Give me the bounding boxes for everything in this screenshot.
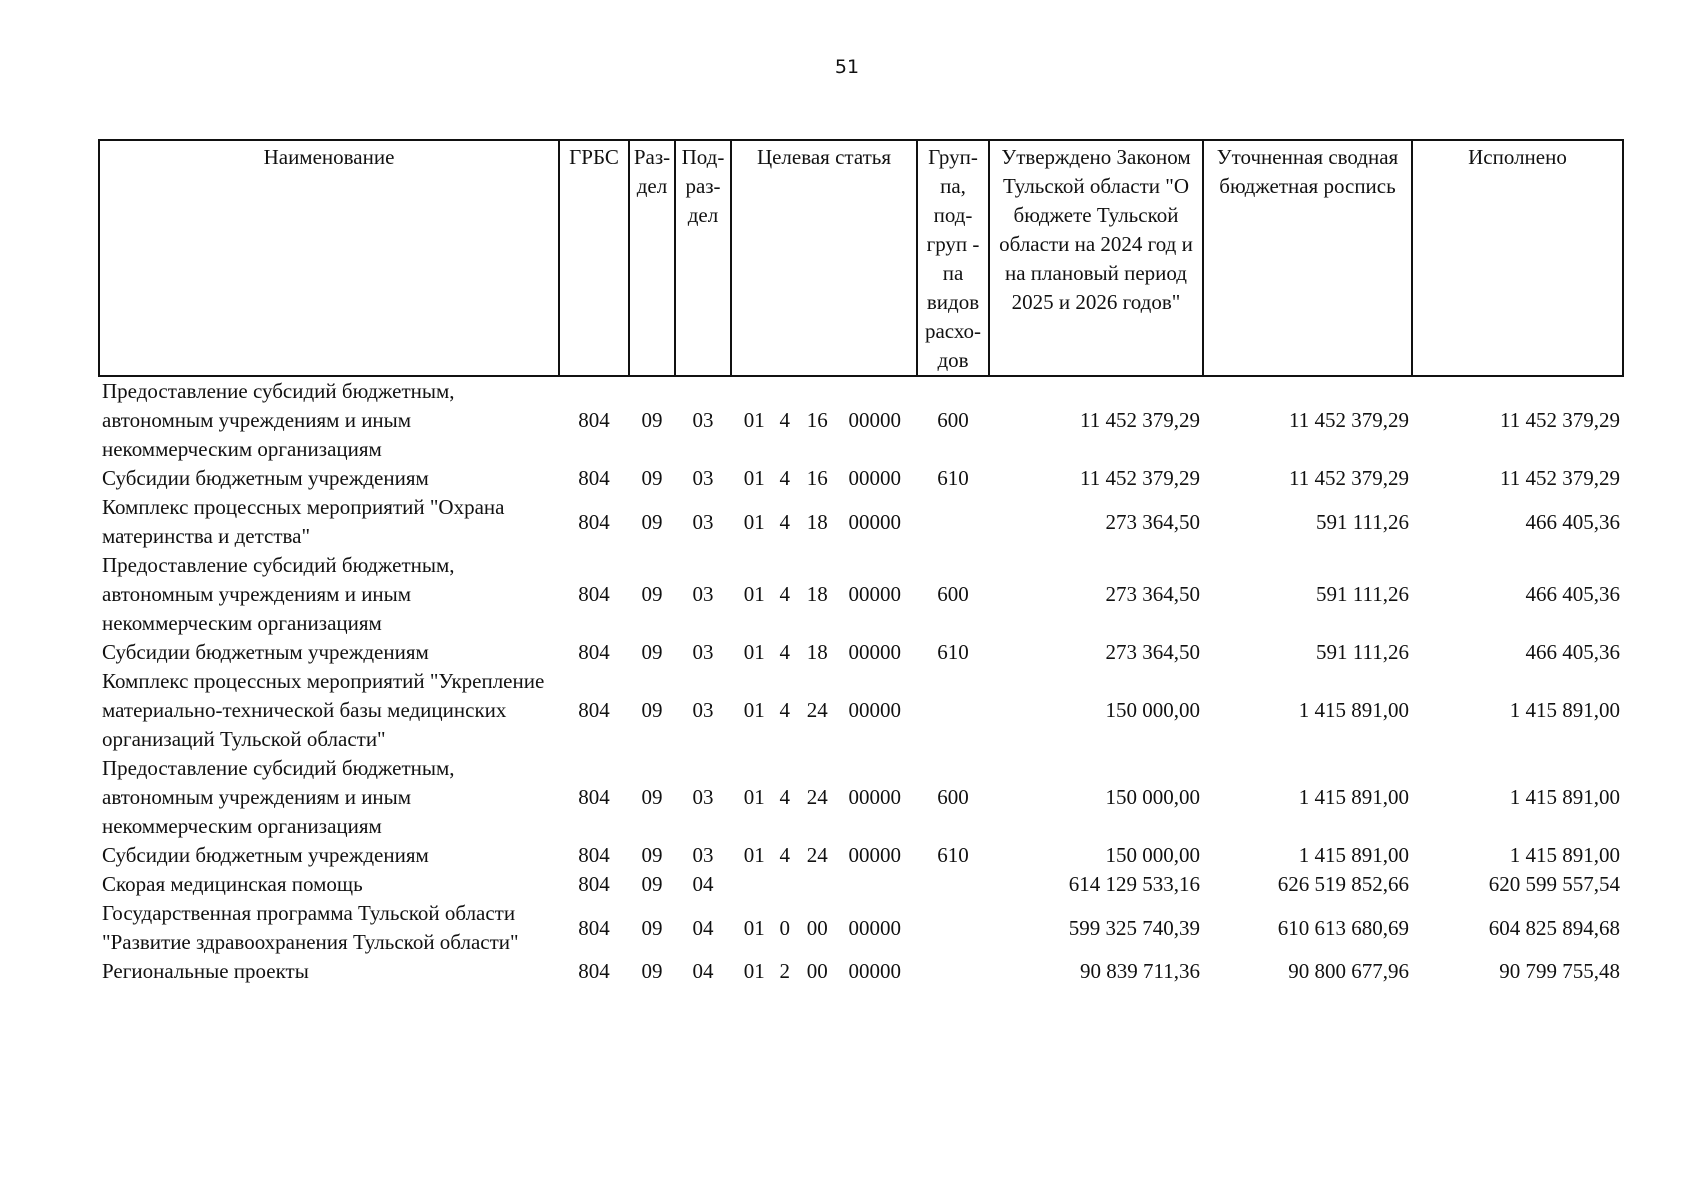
row-group [917, 957, 989, 986]
row-name: Субсидии бюджетным учреждениям [102, 466, 429, 490]
row-executed: 466 405,36 [1525, 640, 1620, 664]
row-refined: 1 415 891,00 [1298, 698, 1409, 722]
row-name: Комплекс процессных мероприятий "Охрана материнства и детства" [102, 495, 505, 548]
row-group: 610 [937, 843, 969, 867]
table-row [99, 464, 1623, 493]
row-approved: 273 364,50 [1105, 640, 1200, 664]
row-grbs: 804 [578, 640, 610, 664]
row-target-part: 00000 [848, 466, 901, 490]
row-razdel: 09 [641, 785, 663, 809]
table-row [99, 551, 1623, 638]
row-executed: 620 599 557,54 [1488, 872, 1620, 896]
row-target-part: 00000 [848, 509, 901, 534]
row-refined: 11 452 379,29 [1289, 408, 1409, 432]
row-approved: 150 000,00 [1105, 785, 1200, 809]
header-approved: Утверждено Законом Тульской области "О бюджете Тульской области на 2024 год и на плановый период 2025 и 2026 годов" [989, 140, 1203, 376]
row-target-part: 01 [743, 785, 765, 809]
row-refined: 591 111,26 [1316, 509, 1409, 534]
row-grbs: 804 [578, 509, 610, 534]
row-executed: 11 452 379,29 [1500, 408, 1620, 432]
row-grbs: 804 [578, 408, 610, 432]
row-approved: 11 452 379,29 [1080, 466, 1200, 490]
row-approved: 273 364,50 [1105, 509, 1200, 534]
table-row [99, 899, 1623, 957]
table-header-row [99, 140, 1623, 376]
row-target-part: 00000 [848, 698, 901, 722]
table-row [99, 376, 1623, 464]
header-target: Целевая статья [731, 140, 917, 376]
row-name: Предоставление субсидий бюджетным, автономным учреждениям и иным некоммерческим организациям [102, 553, 455, 635]
row-group [917, 667, 989, 754]
row-target-part: 01 [743, 640, 765, 664]
row-target [731, 493, 917, 551]
row-razdel: 09 [641, 915, 663, 940]
row-refined: 591 111,26 [1316, 640, 1409, 664]
row-target [731, 870, 917, 899]
row-target-part: 24 [806, 785, 828, 809]
row-group: 600 [937, 408, 969, 432]
row-approved: 614 129 533,16 [1068, 872, 1200, 896]
row-podrazdel: 03 [692, 698, 714, 722]
row-grbs: 804 [578, 582, 610, 606]
row-razdel: 09 [641, 959, 663, 983]
row-target [731, 638, 917, 667]
row-target-part: 00000 [848, 785, 901, 809]
row-refined: 591 111,26 [1316, 582, 1409, 606]
row-razdel: 09 [641, 843, 663, 867]
row-razdel: 09 [641, 872, 663, 896]
row-target-part: 4 [779, 785, 790, 809]
row-target-part: 00000 [848, 843, 901, 867]
row-target-part: 4 [779, 582, 790, 606]
row-grbs: 804 [578, 843, 610, 867]
page-number: 51 [834, 56, 860, 78]
row-target-part: 18 [806, 640, 828, 664]
row-target-part: 00000 [848, 959, 901, 983]
row-target-part: 01 [743, 408, 765, 432]
row-razdel: 09 [641, 698, 663, 722]
row-refined: 11 452 379,29 [1289, 466, 1409, 490]
row-target-part: 4 [779, 408, 790, 432]
table-row [99, 638, 1623, 667]
row-target-part: 00 [806, 915, 828, 940]
row-group [917, 870, 989, 899]
row-target-part: 00000 [848, 640, 901, 664]
row-target-part: 01 [743, 466, 765, 490]
row-target-part: 18 [806, 509, 828, 534]
row-group: 610 [937, 466, 969, 490]
row-target-part: 4 [779, 640, 790, 664]
row-target-part: 01 [743, 959, 765, 983]
row-approved: 11 452 379,29 [1080, 408, 1200, 432]
row-target-part: 01 [743, 698, 765, 722]
row-podrazdel: 03 [692, 509, 714, 534]
table-row [99, 957, 1623, 986]
row-target-part: 16 [806, 408, 828, 432]
row-grbs: 804 [578, 698, 610, 722]
row-executed: 1 415 891,00 [1509, 785, 1620, 809]
row-target [731, 957, 917, 986]
row-refined: 626 519 852,66 [1277, 872, 1409, 896]
row-executed: 1 415 891,00 [1509, 698, 1620, 722]
header-grbs: ГРБС [559, 140, 629, 376]
row-name: Предоставление субсидий бюджетным, автономным учреждениям и иным некоммерческим организациям [102, 379, 455, 461]
row-target-part: 01 [743, 915, 765, 940]
row-target-part: 4 [779, 509, 790, 534]
row-name: Комплекс процессных мероприятий "Укрепление материально-технической базы медицинских организаций Тульской области" [102, 669, 545, 751]
row-name: Предоставление субсидий бюджетным, автономным учреждениям и иным некоммерческим организациям [102, 756, 455, 838]
header-refined: Уточненная сводная бюджетная роспись [1203, 140, 1412, 376]
row-group: 600 [937, 785, 969, 809]
row-target-part: 00000 [848, 582, 901, 606]
row-name: Скорая медицинская помощь [102, 872, 363, 896]
row-target-part: 01 [743, 582, 765, 606]
row-razdel: 09 [641, 509, 663, 534]
row-target-part: 4 [779, 698, 790, 722]
table-row [99, 870, 1623, 899]
row-grbs: 804 [578, 785, 610, 809]
row-target [731, 464, 917, 493]
row-refined: 1 415 891,00 [1298, 785, 1409, 809]
row-razdel: 09 [641, 408, 663, 432]
row-name: Региональные проекты [102, 959, 309, 983]
row-target-part: 00 [806, 959, 828, 983]
row-podrazdel: 03 [692, 843, 714, 867]
row-razdel: 09 [641, 640, 663, 664]
row-target [731, 551, 917, 638]
row-target-part: 2 [779, 959, 790, 983]
row-refined: 610 613 680,69 [1277, 915, 1409, 940]
row-group: 600 [937, 582, 969, 606]
row-grbs: 804 [578, 466, 610, 490]
row-executed: 604 825 894,68 [1488, 915, 1620, 940]
row-approved: 599 325 740,39 [1068, 915, 1200, 940]
row-executed: 11 452 379,29 [1500, 466, 1620, 490]
row-target-part: 16 [806, 466, 828, 490]
row-target-part: 00000 [848, 915, 901, 940]
row-target-part: 18 [806, 582, 828, 606]
row-approved: 273 364,50 [1105, 582, 1200, 606]
row-target-part: 01 [743, 843, 765, 867]
table-row [99, 754, 1623, 841]
row-executed: 90 799 755,48 [1499, 959, 1620, 983]
row-target-part: 24 [806, 698, 828, 722]
row-podrazdel: 03 [692, 466, 714, 490]
row-grbs: 804 [578, 959, 610, 983]
row-target [731, 899, 917, 957]
table-body [99, 376, 1623, 986]
row-target [731, 667, 917, 754]
row-target-part: 01 [743, 509, 765, 534]
row-group [917, 899, 989, 957]
row-executed: 466 405,36 [1525, 582, 1620, 606]
header-name: Наименование [99, 140, 559, 376]
header-podrazdel: Под- раз- дел [675, 140, 731, 376]
row-name: Субсидии бюджетным учреждениям [102, 843, 429, 867]
header-group: Груп- па, под- груп - па видов расхо- дов [917, 140, 989, 376]
row-executed: 1 415 891,00 [1509, 843, 1620, 867]
row-podrazdel: 04 [692, 959, 714, 983]
row-approved: 150 000,00 [1105, 698, 1200, 722]
row-podrazdel: 03 [692, 640, 714, 664]
table-row [99, 667, 1623, 754]
row-target [731, 376, 917, 464]
header-razdel: Раз- дел [629, 140, 675, 376]
row-approved: 90 839 711,36 [1080, 959, 1200, 983]
row-target [731, 754, 917, 841]
row-refined: 90 800 677,96 [1288, 959, 1409, 983]
row-podrazdel: 03 [692, 785, 714, 809]
row-name: Субсидии бюджетным учреждениям [102, 640, 429, 664]
row-podrazdel: 03 [692, 582, 714, 606]
row-podrazdel: 03 [692, 408, 714, 432]
row-grbs: 804 [578, 872, 610, 896]
row-executed: 466 405,36 [1525, 509, 1620, 534]
row-target [731, 841, 917, 870]
row-refined: 1 415 891,00 [1298, 843, 1409, 867]
header-executed: Исполнено [1412, 140, 1623, 376]
row-group [917, 493, 989, 551]
row-name: Государственная программа Тульской области "Развитие здравоохранения Тульской области" [102, 901, 519, 954]
row-razdel: 09 [641, 582, 663, 606]
row-grbs: 804 [578, 915, 610, 940]
row-approved: 150 000,00 [1105, 843, 1200, 867]
row-target-part: 4 [779, 466, 790, 490]
row-target-part: 0 [779, 915, 790, 940]
table-row [99, 841, 1623, 870]
budget-table [98, 139, 1624, 986]
row-group: 610 [937, 640, 969, 664]
row-target-part: 00000 [848, 408, 901, 432]
row-podrazdel: 04 [692, 915, 714, 940]
row-target-part: 24 [806, 843, 828, 867]
table-row [99, 493, 1623, 551]
row-razdel: 09 [641, 466, 663, 490]
row-target-part: 4 [779, 843, 790, 867]
row-podrazdel: 04 [692, 872, 714, 896]
